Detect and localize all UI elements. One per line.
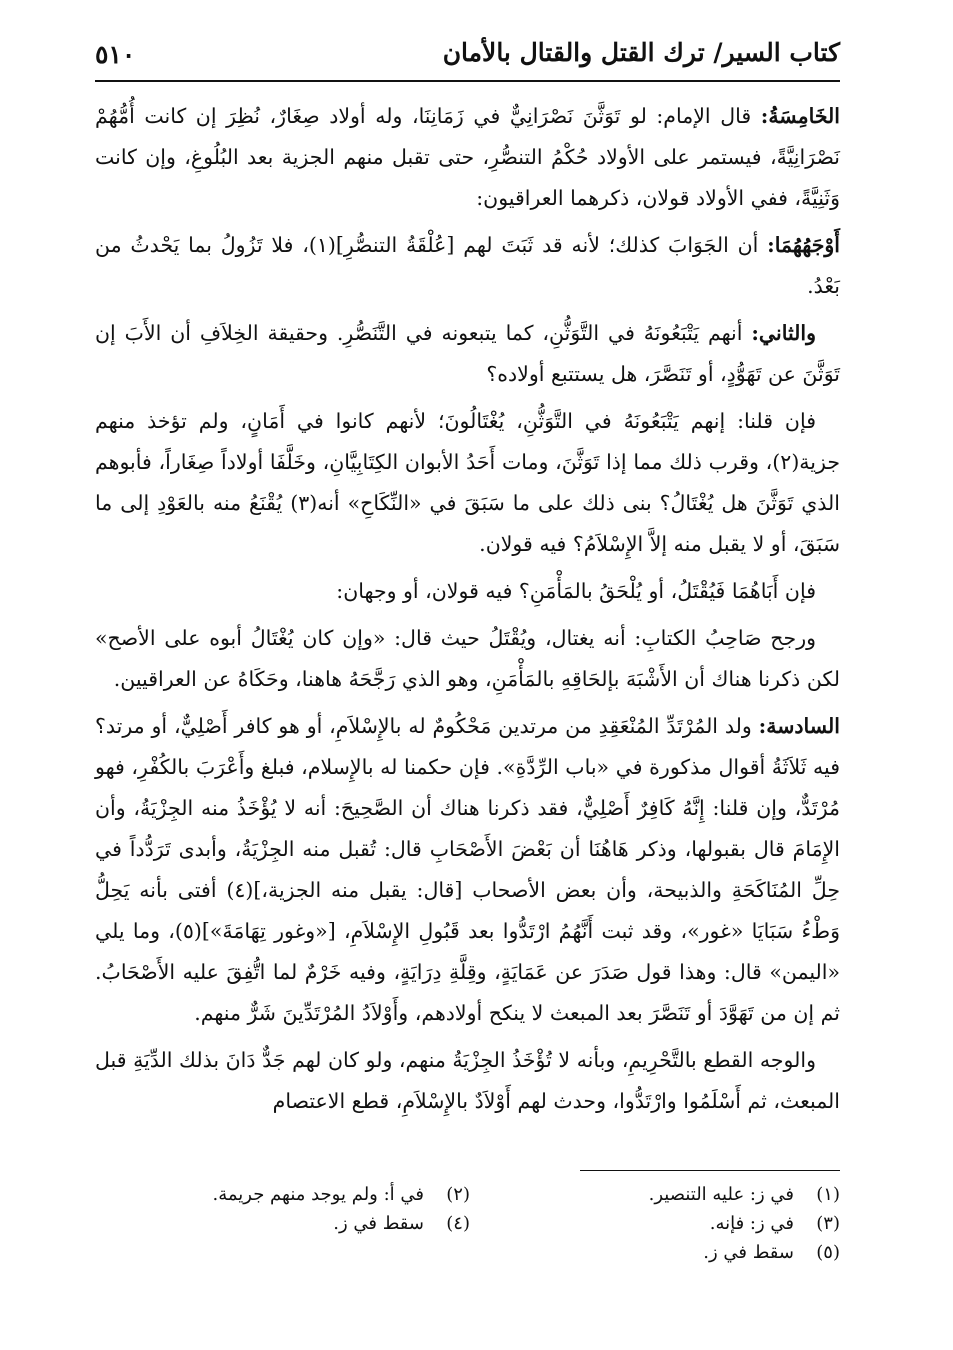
paragraph-first-opinion <box>95 225 840 307</box>
footnote-text: في أ: ولم يوجد منهم جريمة. <box>212 1184 424 1205</box>
footnotes-right-column <box>520 1180 840 1267</box>
paragraph-lead: والثاني: <box>751 321 816 345</box>
footnote-number: (٥) <box>816 1242 840 1263</box>
footnote <box>150 1209 470 1238</box>
footnote-number: (٢) <box>446 1184 470 1205</box>
paragraph-lead: أَوْجَهُهُمَا: <box>767 233 840 257</box>
page-header <box>95 32 840 82</box>
paragraph-their-father <box>95 571 840 612</box>
main-text <box>95 96 840 1128</box>
paragraph-text: ورجح صَاحِبُ الكتابِ: أنه يغتال، ويُقْتَلُ حيث قال: «وإن كان يُغْتَالُ أبوه على الأصح» لكن ذكرنا هناك أن الأَشْبَهَ بإلحَاقِهِ بالمَأْمَنِ، وهو الذي رَجَّحَهُ هاهنا، وحَكَاهُ عن العراقيين. <box>95 626 840 691</box>
footnote-text: في ز: فإنه. <box>709 1213 794 1234</box>
paragraph-text: والوجه القطع بالتَّحْرِيمِ، وبأنه لا تُؤْخَذُ الجِزْيَةُ منهم، ولو كان لهم جَدٌّ دَانَ بذلك الدِّيَةِ قبل المبعث، ثم أَسْلَمُوا وارْتَدُّوا، وحدث لهم أَوْلاَدٌ بالإِسْلاَمِ، قطع الاعتصام <box>95 1048 840 1113</box>
paragraph-lead: السادسة: <box>758 714 840 738</box>
paragraph-final <box>95 1040 840 1122</box>
running-title: كتاب السير/ ترك القتل والقتال بالأمان <box>442 38 840 67</box>
paragraph-if-we-say <box>95 401 840 565</box>
footnote <box>520 1238 840 1267</box>
paragraph-second-opinion <box>95 313 840 395</box>
paragraph-text: ولد المُرْتَدِّ المُنْعَقِدِ من مرتدين مَحْكُومٌ له بالإِسْلاَمِ، أو هو كافر أَصْلِيٌّ، أو مرتد؟ فيه ثَلاَثَةُ أقوال مذكورة في «باب الرِّدَّةِ». فإن حكمنا له بالإِسلام، فبلغ وأَعْرَبَ بالكُفْرِ، فهو مُرْتَدٌّ، وإن قلنا: إِنَّهُ كَافِرٌ أَصْلِيٌّ، فقد ذكرنا هناك أن الصَّحِيحَ: أنه لا يُؤْخَذُ منه الجِزْيَةُ، وأن الإِمَامَ قال بقبولها، وذكر هَاهُنَا أن بَعْضَ الأَصْحَابِ قال: تُقبل منه الجِزْيَةُ، وأبدى تَرَدُّداً في حِلِّ المُنَاكَحَةِ والذبيحة، وأن بعض الأصحاب [قال: يقبل منه الجزية،](٤) أفتى بأنه يَحِلُّ وَطْءُ سَبَايَا «غور»، وقد ثبت أَنَّهُمُ ارْتَدُّوا بعد قَبُولِ الإِسْلاَمِ، [«وغور تِهَامَةَ»](٥)، وما يلي «اليمن» قال: وهذا قول صَدَرَ عن عَمَايَةٍ، وقِلَّةِ دِرَايَةٍ، وفيه خَرْمٌ لما اتُّفِقَ عليه الأَصْحَابُ. ثم إن من تَهَوَّدَ أو تَنَصَّرَ بعد المبعث لا ينكح أولادهم، وأَوْلاَدُ المُرْتَدِّينَ شَرٌّ منهم. <box>95 714 840 1025</box>
footnote <box>150 1180 470 1209</box>
footnote-number: (٣) <box>816 1213 840 1234</box>
footnote-number: (٤) <box>446 1213 470 1234</box>
footnote <box>520 1209 840 1238</box>
paragraph-text: أنهم يَتْبَعُونَهُ في التَّوَثُّنِ، كما يتبعونه في التَّنَصُّرِ. وحقيقة الخِلاَفِ أن الأَبَ إن تَوَثَّنَ عن تَهَوُّدٍ، أو تَنَصَّرَ، هل يستتبع أولاده؟ <box>95 321 840 386</box>
footnotes <box>160 1180 840 1290</box>
paragraph-text: قال الإمام: لو تَوَثَّنَ نَصْرَانِيٌّ في زَمَانِنَا، وله أولاد صِغَارٌ، نُظِرَ إن كانت أُمُّهُمْ نَصْرَانِيَّةً، فيستمر على الأولاد حُكْمُ التنصُّرِ، حتى تقبل منهم الجزية بعد البُلُوغِ، وإن كانت وَثَنِيَّةً، ففي الأولاد قولان، ذكرهما العراقيون: <box>95 104 840 210</box>
footnote <box>520 1180 840 1209</box>
paragraph-text: أن الجَوَابَ كذلك؛ لأنه قد ثَبَتَ لهم [عُلْقَةُ التنصُّرِ](١)، فلا تَزُولُ بما يَحْدثُ من بَعْدُ. <box>95 233 840 298</box>
paragraph-text: فإن قلنا: إنهم يَتْبَعُونَهُ في التَّوَثُّنِ، يُغْتَالُونَ؛ لأنهم كانوا في أَمَانٍ، ولم تؤخذ منهم جزية(٢)، وقرب ذلك مما إذا تَوَثَّنَ، ومات أَحَدُ الأبوان الكِتَابِيَّانِ، وخَلَّفَا أولاداً صِغَاراً، فأبوهم الذي تَوَثَّنَ هل يُغْتَالُ؟ بنى ذلك على ما سَبَقَ في «النِّكَاحِ» أنه(٣) يُقْنَعُ منه بالعَوْدِ إلى ما سَبَقَ، أو لا يقبل منه إلاَّ الإِسْلاَمُ؟ فيه قولان. <box>95 409 840 556</box>
footnote-separator <box>580 1170 840 1171</box>
paragraph-text: فإن أَبَاهُمَا فَيُقْتَلُ، أو يُلْحَقُ بالمَأْمَنِ؟ فيه قولان، أو وجهان: <box>336 579 816 603</box>
page-number: ٥١٠ <box>95 40 136 69</box>
paragraph-author-preferred <box>95 618 840 700</box>
paragraph-fifth <box>95 96 840 219</box>
footnote-text: في ز: عليه التنصير. <box>648 1184 794 1205</box>
footnote-text: سقط في ز. <box>333 1213 424 1234</box>
paragraph-lead: الخَامِسَةُ: <box>760 104 840 128</box>
footnote-number: (١) <box>816 1184 840 1205</box>
paragraph-sixth <box>95 706 840 1034</box>
footnotes-left-column <box>150 1180 470 1238</box>
footnote-text: سقط في ز. <box>703 1242 794 1263</box>
